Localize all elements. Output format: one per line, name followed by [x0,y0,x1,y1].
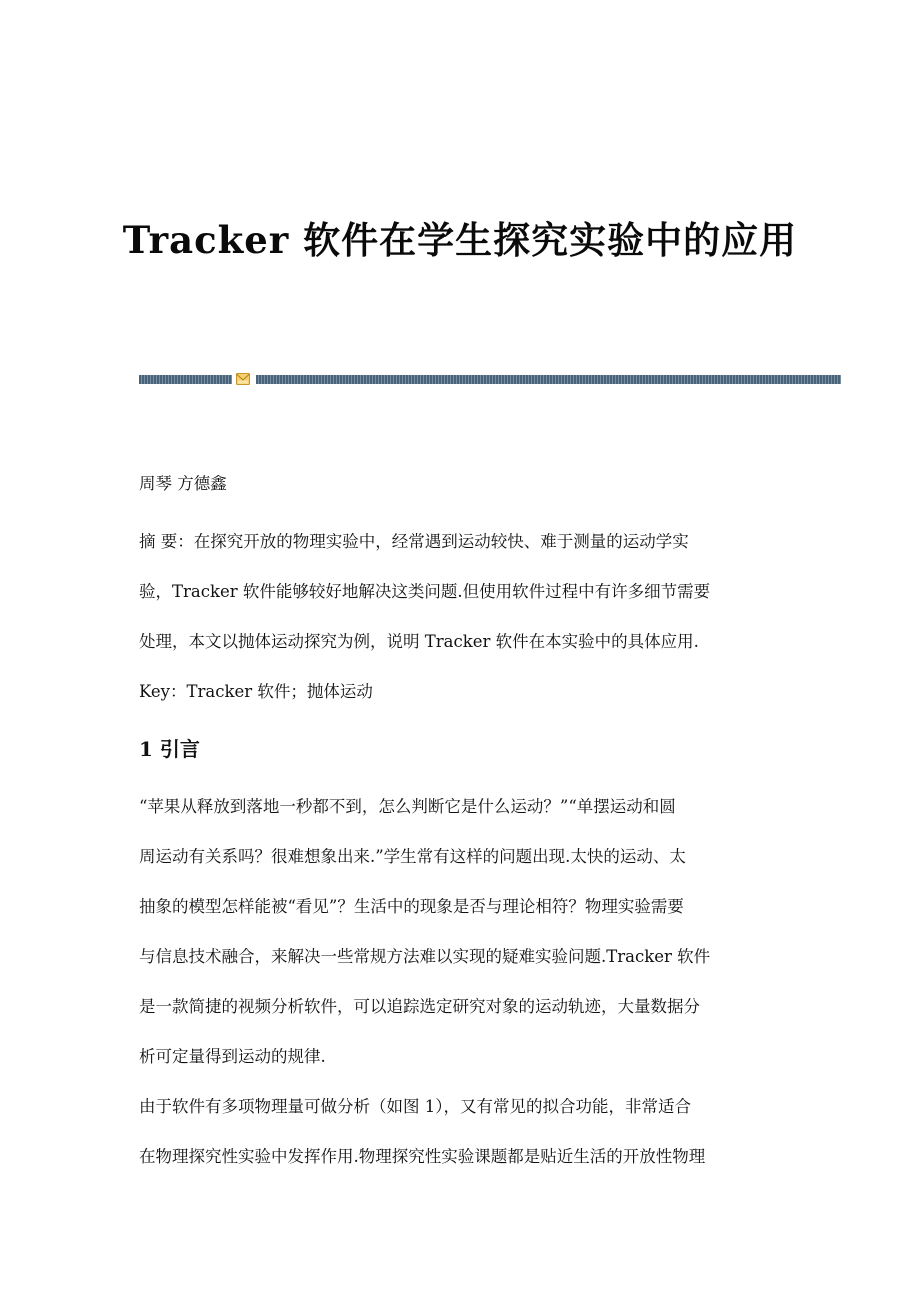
paragraph-line: 周运动有关系吗？很难想象出来.”学生常有这样的问题出现.太快的运动、太 [139,847,686,866]
paragraph-line: 在物理探究性实验中发挥作用.物理探究性实验课题都是贴近生活的开放性物理 [139,1147,706,1166]
keywords-line: Key：Tracker 软件；抛体运动 [139,682,373,701]
paragraph-line: 是一款简捷的视频分析软件，可以追踪选定研究对象的运动轨迹，大量数据分 [139,997,700,1016]
paragraph-line: “苹果从释放到落地一秒都不到，怎么判断它是什么运动？”“单摆运动和圆 [139,797,676,816]
author-line: 周琴 方德鑫 [139,474,227,493]
intro-paragraph-2 [139,1092,789,1192]
paragraph-line: 析可定量得到运动的规律. [139,1047,326,1066]
article-title: Tracker 软件在学生探究实验中的应用 [122,218,798,262]
title-divider [139,375,841,384]
paragraph-line: 抽象的模型怎样能被“看见”？生活中的现象是否与理论相符？物理实验需要 [139,897,684,916]
section-heading-introduction: 1 引言 [139,737,200,761]
envelope-emblem-icon [236,373,250,385]
abstract-block [139,527,789,677]
divider-bar-right [256,375,841,384]
abstract-line: 摘 要：在探究开放的物理实验中，经常遇到运动较快、难于测量的运动学实 [139,532,689,551]
paragraph-line: 由于软件有多项物理量可做分析（如图 1），又有常见的拟合功能，非常适合 [139,1097,691,1116]
abstract-line: 处理，本文以抛体运动探究为例，说明 Tracker 软件在本实验中的具体应用. [139,632,699,651]
abstract-line: 验，Tracker 软件能够较好地解决这类问题.但使用软件过程中有许多细节需要 [139,582,711,601]
divider-bar-left [139,375,232,384]
paragraph-line: 与信息技术融合，来解决一些常规方法难以实现的疑难实验问题.Tracker 软件 [139,947,711,966]
intro-paragraph-1 [139,792,789,1092]
